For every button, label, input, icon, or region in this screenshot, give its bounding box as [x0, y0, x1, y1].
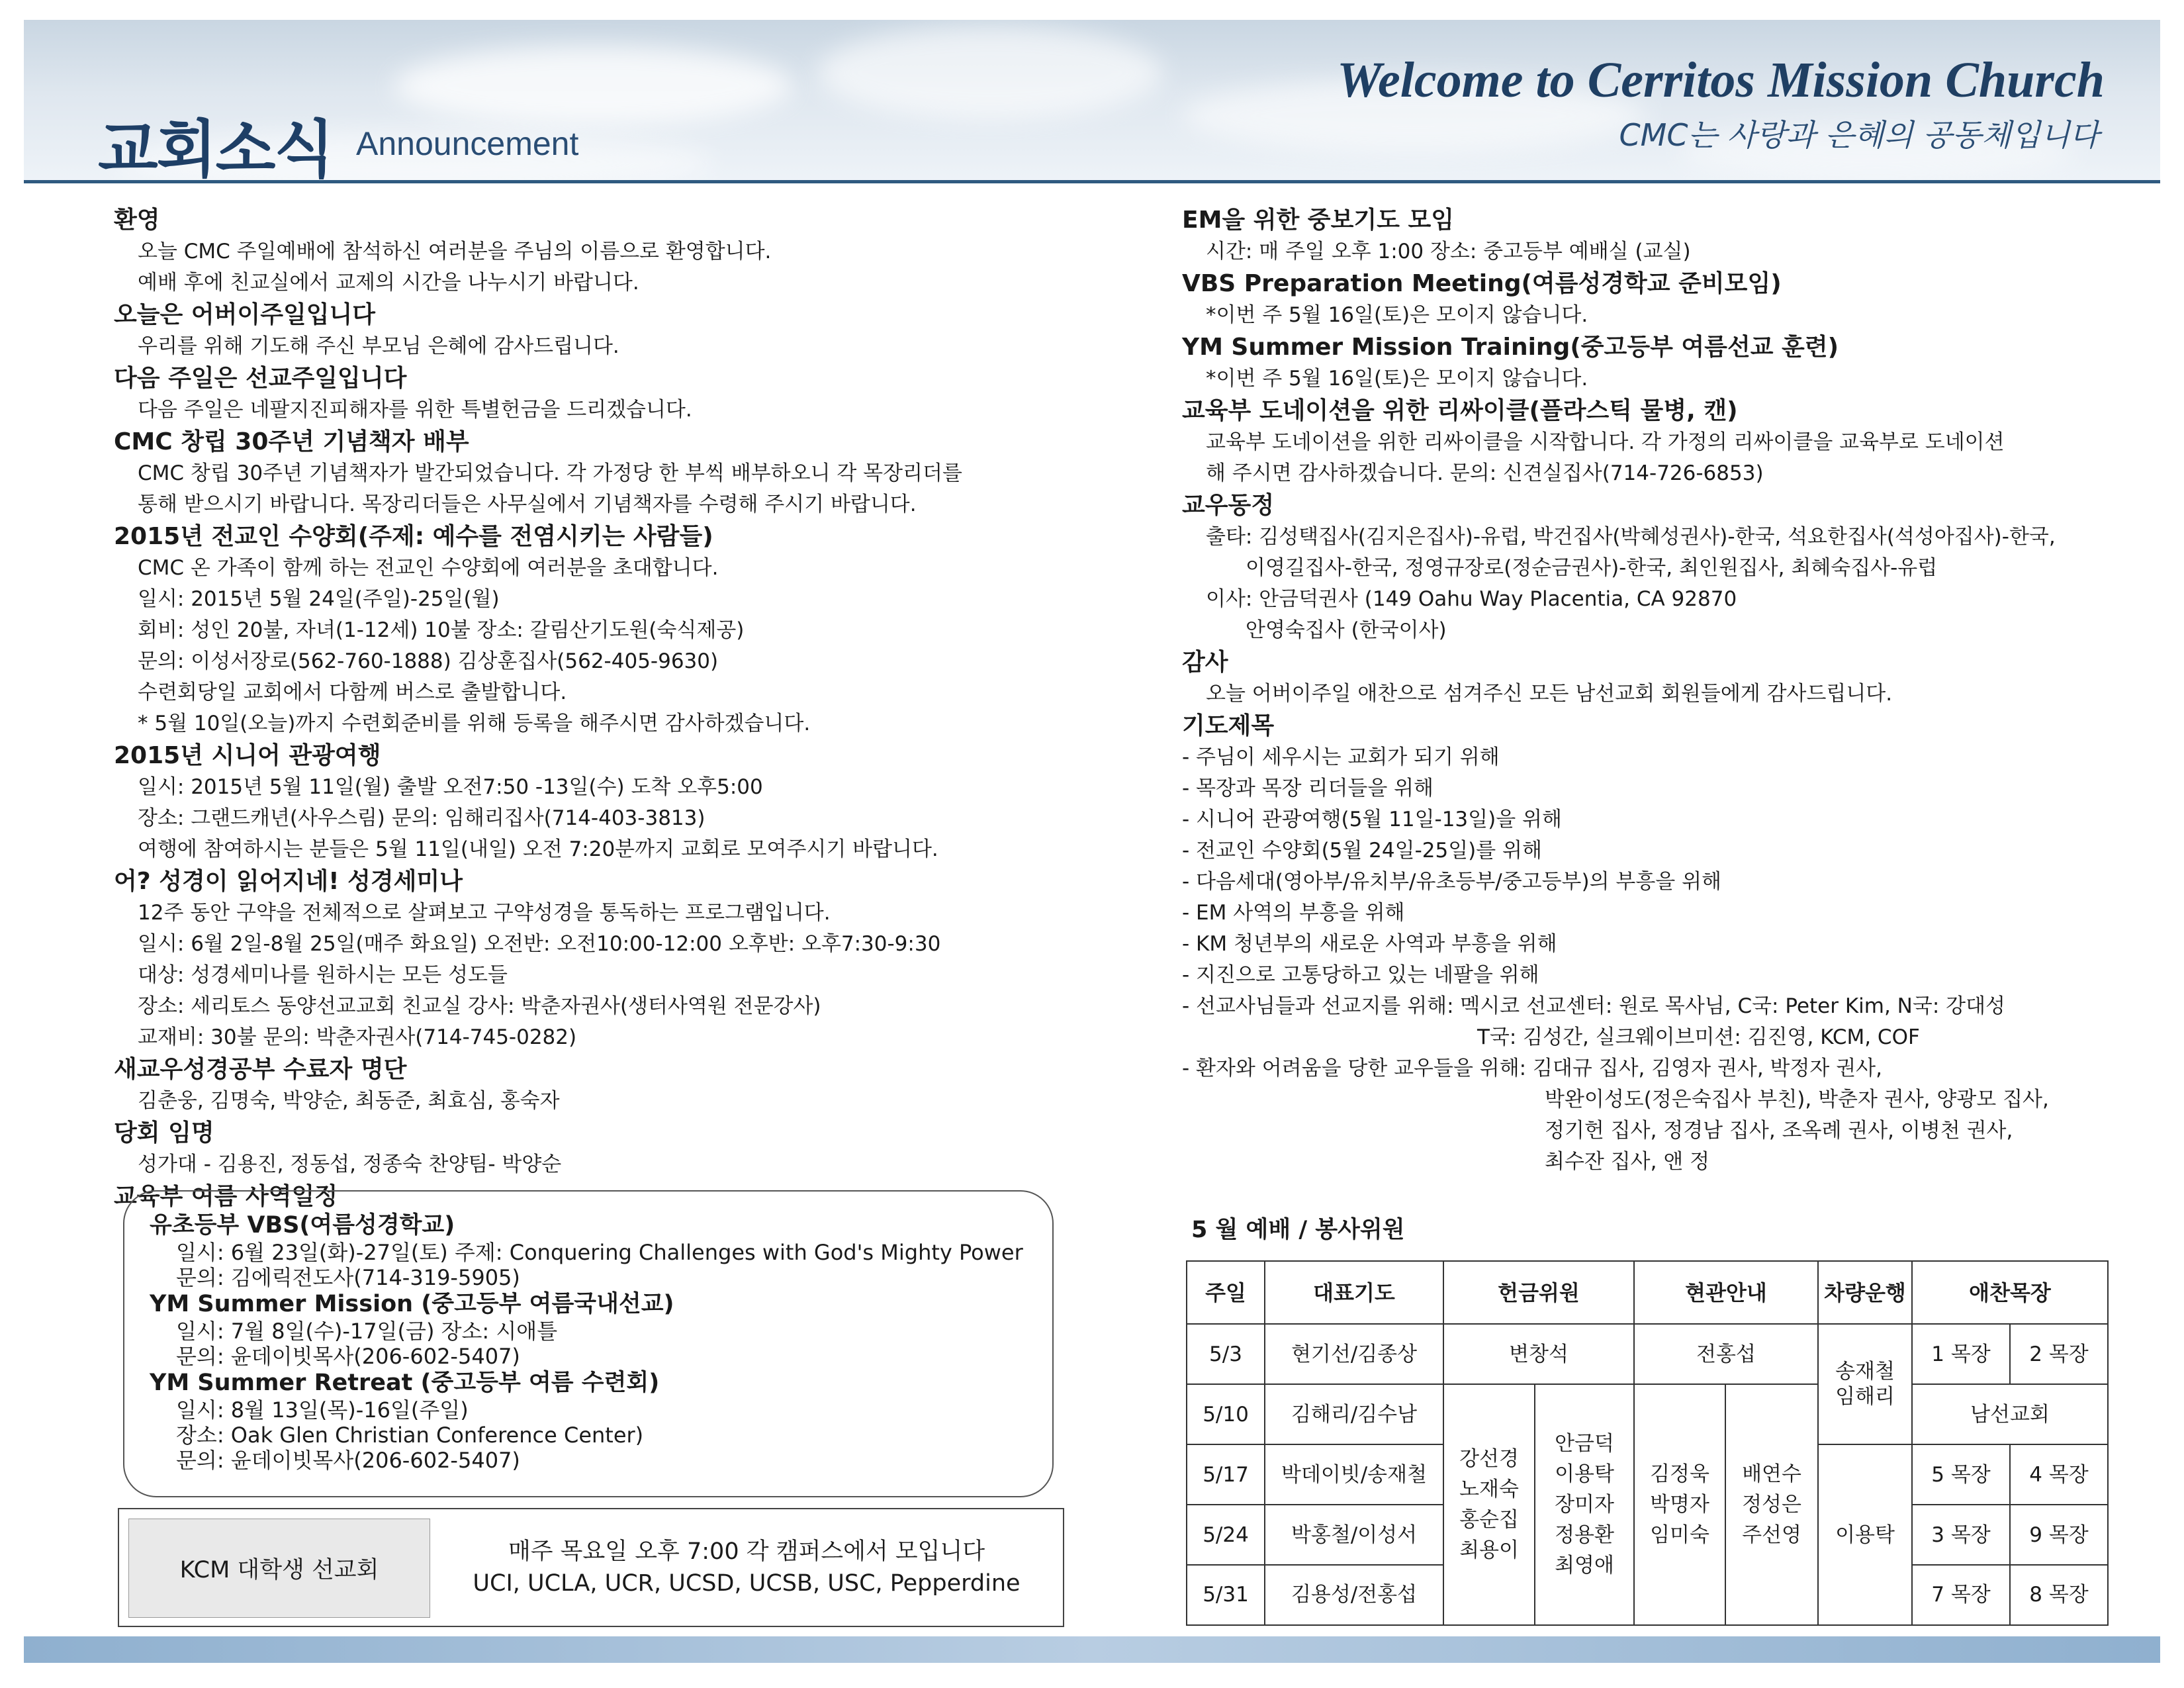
page-title: 교회소식	[98, 114, 334, 186]
section-heading: 오늘은 어버이주일입니다	[114, 301, 376, 328]
text-line: 통해 받으시기 바랍니다. 목장리더들은 사무실에서 기념책자를 수령해 주시기 바랍니다.	[138, 492, 917, 516]
text-line: 오늘 CMC 주일예배에 참석하신 여러분을 주님의 이름으로 환영합니다.	[138, 240, 772, 263]
offering-cell: 변창석	[1443, 1324, 1634, 1384]
text-line: CMC 온 가족이 함께 하는 전교인 수양회에 여러분을 초대합니다.	[138, 556, 719, 580]
section-heading: CMC 창립 30주년 기념책자 배부	[114, 428, 469, 455]
text-line: 김춘웅, 김명숙, 박양순, 최동준, 최효심, 홍숙자	[138, 1089, 560, 1113]
text-line: *이번 주 5월 16일(토)은 모이지 않습니다.	[1206, 303, 1588, 327]
summer-schedule-box	[123, 1190, 1054, 1497]
date-cell: 5/17	[1187, 1444, 1265, 1505]
text-line: - 시니어 관광여행(5월 11일-13일)을 위해	[1182, 808, 1562, 831]
left-column	[114, 204, 1040, 1213]
text-line: 예배 후에 친교실에서 교제의 시간을 나누시기 바랍니다.	[138, 271, 639, 295]
text-line: 이사: 안금덕권사 (149 Oahu Way Placentia, CA 92870	[1206, 587, 1737, 611]
section-heading: VBS Preparation Meeting(여름성경학교 준비모임)	[1182, 270, 1782, 297]
usher-cell: 배연수 정성은 주선영	[1725, 1384, 1818, 1625]
sky-cloud	[818, 26, 1162, 119]
text-line: 교육부 도네이션을 위한 리싸이클을 시작합니다. 각 가정의 리싸이클을 교육부로 도네이션	[1206, 430, 2005, 454]
text-line: 우리를 위해 기도해 주신 부모님 은혜에 감사드립니다.	[138, 334, 619, 358]
date-cell: 5/10	[1187, 1384, 1265, 1444]
header-divider	[24, 180, 2160, 183]
text-line: 일시: 2015년 5월 11일(월) 출발 오전7:50 -13일(수) 도착 오후5:00	[138, 775, 763, 799]
text-line: - 환자와 어려움을 당한 교우들을 위해: 김대규 집사, 김영자 권사, 박정자 권사,	[1182, 1056, 1882, 1080]
text-line: *이번 주 5월 16일(토)은 모이지 않습니다.	[1206, 367, 1588, 391]
header-cell: 대표기도	[1265, 1261, 1443, 1324]
section-heading: 교우동정	[1182, 492, 1275, 519]
text-line: 수련회당일 교회에서 다함께 버스로 출발합니다.	[138, 680, 567, 704]
text-line: - EM 사역의 부흥을 위해	[1182, 901, 1405, 925]
text-line: 장소: 세리토스 동양선교교회 친교실 강사: 박춘자권사(생터사역원 전문강사)	[138, 994, 821, 1018]
program-detail: 장소: Oak Glen Christian Conference Center)	[176, 1423, 644, 1448]
kcm-meeting-time: 매주 목요일 오후 7:00 각 캠퍼스에서 모입니다	[508, 1538, 985, 1565]
meal-cell: 5 목장	[1912, 1444, 2010, 1505]
prayer-cell: 박홍철/이성서	[1265, 1505, 1443, 1565]
text-line: - KM 청년부의 새로운 사역과 부흥을 위해	[1182, 932, 1557, 956]
section-heading: 다음 주일은 선교주일입니다	[114, 365, 407, 392]
section-heading: 환영	[114, 207, 160, 234]
meal-cell: 2 목장	[2010, 1324, 2108, 1384]
text-line: 오늘 어버이주일 애찬으로 섬겨주신 모든 남선교회 회원들에게 감사드립니다.	[1206, 682, 1893, 706]
text-line: 일시: 2015년 5월 24일(주일)-25일(월)	[138, 587, 500, 611]
header-cell: 주일	[1187, 1261, 1265, 1324]
section-heading: 감사	[1182, 649, 1228, 676]
schedule-table	[1186, 1260, 2109, 1626]
schedule-title: 5 월 예배 / 봉사위원	[1191, 1217, 1405, 1243]
kcm-box	[118, 1508, 1064, 1627]
text-line: 안영숙집사 (한국이사)	[1246, 618, 1447, 642]
date-cell: 5/31	[1187, 1565, 1265, 1625]
text-line: - 목장과 목장 리더들을 위해	[1182, 776, 1434, 800]
program-detail: 일시: 8월 13일(목)-16일(주일)	[176, 1397, 469, 1423]
text-line: 최수잔 집사, 앤 정	[1545, 1150, 1710, 1174]
header-cell: 애찬목장	[1912, 1261, 2108, 1324]
section-heading: YM Summer Mission Training(중고등부 여름선교 훈련)	[1182, 334, 1839, 361]
header-cell: 헌금위원	[1443, 1261, 1634, 1324]
right-column	[1182, 204, 2122, 1178]
section-heading: EM을 위한 중보기도 모임	[1182, 207, 1454, 234]
header-cell: 현관안내	[1634, 1261, 1818, 1324]
sky-cloud	[394, 46, 792, 126]
text-line: - 지진으로 고통당하고 있는 네팔을 위해	[1182, 963, 1539, 987]
date-cell: 5/24	[1187, 1505, 1265, 1565]
prayer-cell: 현기선/김종상	[1265, 1324, 1443, 1384]
text-line: 장소: 그랜드캐년(사우스림) 문의: 임해리집사(714-403-3813)	[138, 806, 705, 830]
text-line: 이영길집사-한국, 정영규장로(정순금권사)-한국, 최인원집사, 최혜숙집사-유럽	[1246, 556, 1938, 580]
table-row	[1187, 1384, 2108, 1444]
table-row	[1187, 1324, 2108, 1384]
text-line: - 전교인 수양회(5월 24일-25일)를 위해	[1182, 839, 1542, 863]
text-line: * 5월 10일(오늘)까지 수련회준비를 위해 등록을 해주시면 감사하겠습니다.	[138, 712, 811, 735]
meal-cell: 9 목장	[2010, 1505, 2108, 1565]
section-heading: 당회 임명	[114, 1119, 214, 1147]
program-detail: 일시: 6월 23일(화)-27일(토) 주제: Conquering Challenges with God's Mighty Power	[176, 1240, 1023, 1265]
meal-cell: 8 목장	[2010, 1565, 2108, 1625]
program-title: YM Summer Retreat (중고등부 여름 수련회)	[150, 1370, 660, 1396]
date-cell: 5/3	[1187, 1324, 1265, 1384]
text-line: CMC 창립 30주년 기념책자가 발간되었습니다. 각 가정당 한 부씩 배부하오니 각 목장리더를	[138, 461, 962, 485]
page-subtitle: Announcement	[356, 125, 579, 162]
text-line: 박완이성도(정은숙집사 부친), 박춘자 권사, 양광모 집사,	[1545, 1088, 2049, 1111]
text-line: 여행에 참여하시는 분들은 5월 11일(내일) 오전 7:20분까지 교회로 모여주시기 바랍니다.	[138, 837, 938, 861]
meal-cell: 3 목장	[1912, 1505, 2010, 1565]
text-line: 해 주시면 감사하겠습니다. 문의: 신견실집사(714-726-6853)	[1206, 461, 1764, 485]
meal-cell: 1 목장	[1912, 1324, 2010, 1384]
text-line: 시간: 매 주일 오후 1:00 장소: 중고등부 예배실 (교실)	[1206, 240, 1691, 263]
text-line: T국: 김성간, 실크웨이브미션: 김진영, KCM, COF	[1477, 1025, 1920, 1049]
kcm-label: KCM 대학생 선교회	[128, 1519, 430, 1618]
kcm-campuses: UCI, UCLA, UCR, UCSD, UCSB, USC, Pepperdine	[473, 1570, 1021, 1597]
usher-cell: 전홍섭	[1634, 1324, 1818, 1384]
section-heading: 교육부 여름 사역일정	[114, 1183, 338, 1210]
program-detail: 문의: 윤데이빗목사(206-602-5407)	[176, 1448, 520, 1473]
prayer-cell: 박데이빗/송재철	[1265, 1444, 1443, 1505]
program-title: YM Summer Mission (중고등부 여름국내선교)	[150, 1291, 674, 1317]
text-line: 대상: 성경세미나를 원하시는 모든 성도들	[138, 963, 508, 987]
section-heading: 2015년 시니어 관광여행	[114, 742, 381, 769]
meal-cell: 4 목장	[2010, 1444, 2108, 1505]
offering-cell: 안금덕 이용탁 장미자 정용환 최영애	[1535, 1384, 1634, 1625]
text-line: 문의: 이성서장로(562-760-1888) 김상훈집사(562-405-9630)	[138, 649, 719, 673]
section-heading: 교육부 도네이션을 위한 리싸이클(플라스틱 물병, 캔)	[1182, 397, 1738, 424]
program-detail: 문의: 김에릭전도사(714-319-5905)	[176, 1265, 520, 1290]
offering-cell: 강선경 노재숙 홍순집 최용이	[1443, 1384, 1535, 1625]
text-line: - 다음세대(영아부/유치부/유초등부/중고등부)의 부흥을 위해	[1182, 870, 1721, 894]
kcm-info	[437, 1519, 1056, 1617]
text-line: - 주님이 세우시는 교회가 되기 위해	[1182, 745, 1500, 769]
program-title: 유초등부 VBS(여름성경학교)	[150, 1212, 455, 1239]
section-heading: 2015년 전교인 수양회(주제: 예수를 전염시키는 사람들)	[114, 523, 713, 550]
text-line: 성가대 - 김용진, 정동섭, 정종숙 찬양팀- 박양순	[138, 1152, 562, 1176]
section-heading: 새교우성경공부 수료자 명단	[114, 1056, 407, 1083]
header-cell: 차량운행	[1818, 1261, 1912, 1324]
footer-bar	[24, 1636, 2160, 1663]
program-detail: 문의: 윤데이빗목사(206-602-5407)	[176, 1344, 520, 1369]
table-header-row	[1187, 1261, 2108, 1324]
welcome-heading: Welcome to Cerritos Mission Church	[1337, 52, 2105, 108]
text-line: 출타: 김성택집사(김지은집사)-유럽, 박건집사(박혜성권사)-한국, 석요한집사(석성아집사)-한국,	[1206, 525, 2056, 549]
section-heading: 어? 성경이 읽어지네! 성경세미나	[114, 868, 463, 895]
text-line: 회비: 성인 20불, 자녀(1-12세) 10불 장소: 갈림산기도원(숙식제공)	[138, 618, 745, 642]
text-line: 정기헌 집사, 정경남 집사, 조옥례 권사, 이병천 권사,	[1545, 1119, 2013, 1143]
welcome-tagline: CMC는 사랑과 은혜의 공동체입니다	[1619, 117, 2099, 153]
usher-cell: 김정욱 박명자 임미숙	[1634, 1384, 1725, 1625]
driver-cell: 송재철 임해리	[1818, 1324, 1912, 1444]
text-line: 12주 동안 구약을 전체적으로 살펴보고 구약성경을 통독하는 프로그램입니다.	[138, 901, 831, 925]
program-detail: 일시: 7월 8일(수)-17일(금) 장소: 시애틀	[176, 1319, 558, 1344]
prayer-cell: 김용성/전홍섭	[1265, 1565, 1443, 1625]
meal-cell: 남선교회	[1912, 1384, 2108, 1444]
meal-cell: 7 목장	[1912, 1565, 2010, 1625]
text-line: 다음 주일은 네팔지진피해자를 위한 특별헌금을 드리겠습니다.	[138, 398, 692, 422]
text-line: 일시: 6월 2일-8월 25일(매주 화요일) 오전반: 오전10:00-12:00 오후반: 오후7:30-9:30	[138, 932, 941, 956]
text-line: - 선교사님들과 선교지를 위해: 멕시코 선교센터: 원로 목사님, C국: Peter Kim, N국: 강대성	[1182, 994, 2005, 1018]
section-heading: 기도제목	[1182, 712, 1275, 739]
driver-cell: 이용탁	[1818, 1444, 1912, 1625]
text-line: 교재비: 30불 문의: 박춘자권사(714-745-0282)	[138, 1025, 577, 1049]
prayer-cell: 김해리/김수남	[1265, 1384, 1443, 1444]
